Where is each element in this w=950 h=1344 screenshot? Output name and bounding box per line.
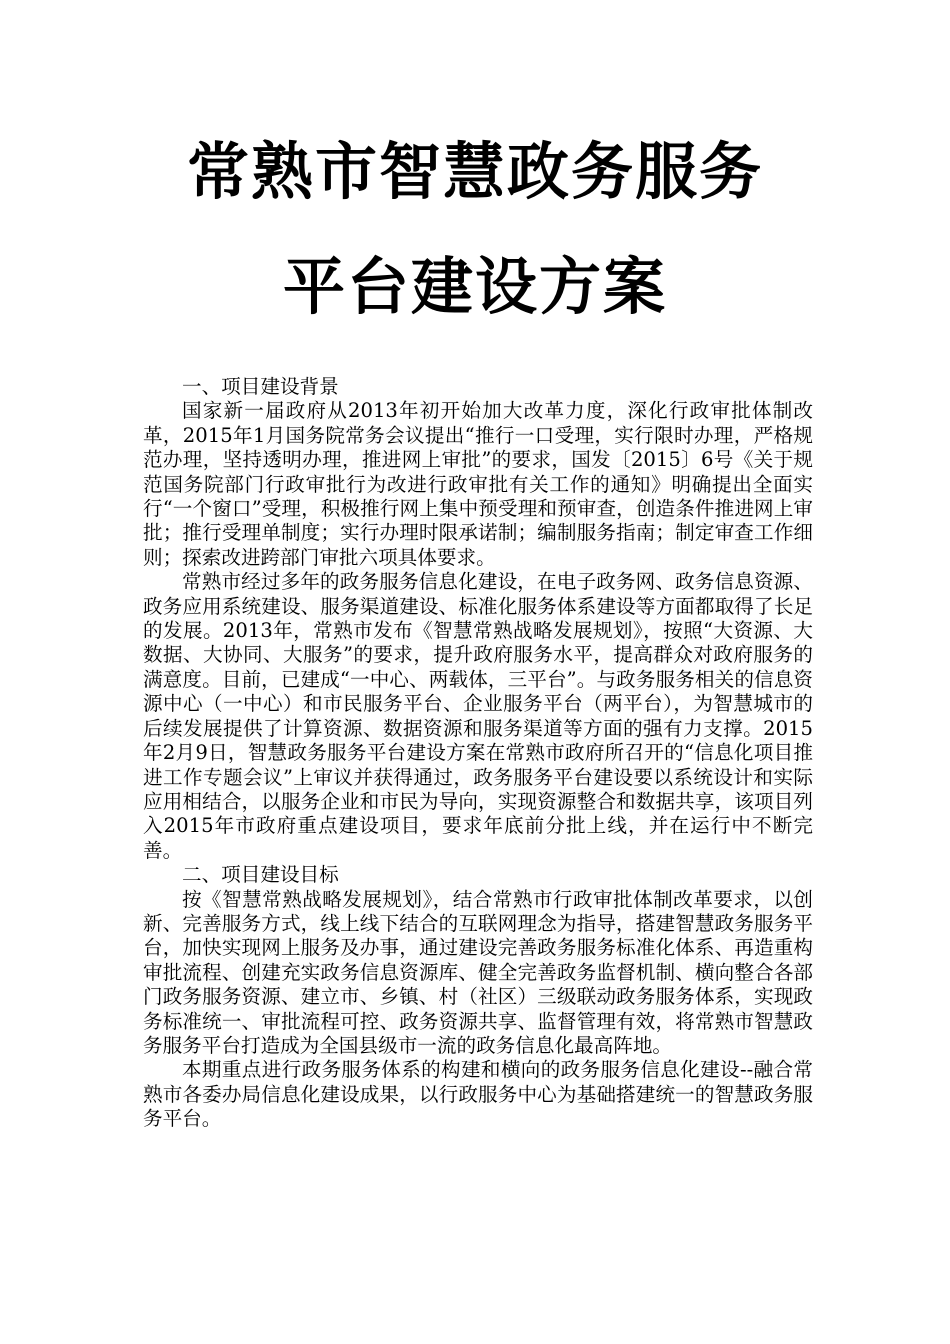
- section-heading-goals: 二、项目建设目标: [182, 863, 339, 887]
- paragraph: 常熟市经过多年的政务服务信息化建设，在电子政务网、政务信息资源、政务应用系统建设、服务渠道建设、标准化服务体系建设等方面都取得了长足的发展。2013年，常熟市发布《智慧常熟战略发展规划》，按照“大资源、大数据、大协同、大服务”的要求，提升政府服务水平，提高群众对政府服务的满意度。目前，已建成“一中心、两载体，三平台”。与政务服务相关的信息资源中心（一中心）和市民服务平台、企业服务平台（两平台），为智慧城市的后续发展提供了计算资源、数据资源和服务渠道等方面的强有力支撑。2015年2月9日，智慧政务服务平台建设方案在常熟市政府所召开的“信息化项目推进工作专题会议”上审议并获得通过，政务服务平台建设要以系统设计和实际应用相结合，以服务企业和市民为导向，实现资源整合和数据共享，该项目列入2015年市政府重点建设项目，要求年底前分批上线，并在运行中不断完善。: [143, 570, 813, 862]
- document-title-line-1: 常熟市智慧政务服务: [186, 135, 763, 208]
- paragraph: 国家新一届政府从2013年初开始加大改革力度，深化行政审批体制改革，2015年1月国务院常务会议提出“推行一口受理，实行限时办理，严格规范办理，坚持透明办理，推进网上审批”的要求，国发〔2015〕6号《关于规范国务院部门行政审批行为改进行政审批有关工作的通知》明确提出全面实行“一个窗口”受理，积极推行网上集中预受理和预审查，创造条件推进网上审批；推行受理单制度；实行办理时限承诺制；编制服务指南；制定审查工作细则；探索改进跨部门审批六项具体要求。: [143, 399, 813, 569]
- paragraph: 按《智慧常熟战略发展规划》，结合常熟市行政审批体制改革要求，以创新、完善服务方式，线上线下结合的互联网理念为指导，搭建智慧政务服务平台，加快实现网上服务及办事，通过建设完善政务服务标准化体系、再造重构审批流程、创建充实政务信息资源库、健全完善政务监督机制、横向整合各部门政务服务资源、建立市、乡镇、村（社区）三级联动政务服务体系，实现政务标准统一、审批流程可控、政务资源共享、监督管理有效，将常熟市智慧政务服务平台打造成为全国县级市一流的政务信息化最高阵地。: [143, 887, 813, 1057]
- document-body: [143, 375, 813, 1132]
- paragraph: 本期重点进行政务服务体系的构建和横向的政务服务信息化建设--融合常熟市各委办局信息化建设成果，以行政服务中心为基础搭建统一的智慧政务服务平台。: [143, 1058, 813, 1131]
- document-title-line-2: 平台建设方案: [282, 250, 667, 323]
- section-heading-background: 一、项目建设背景: [182, 375, 339, 398]
